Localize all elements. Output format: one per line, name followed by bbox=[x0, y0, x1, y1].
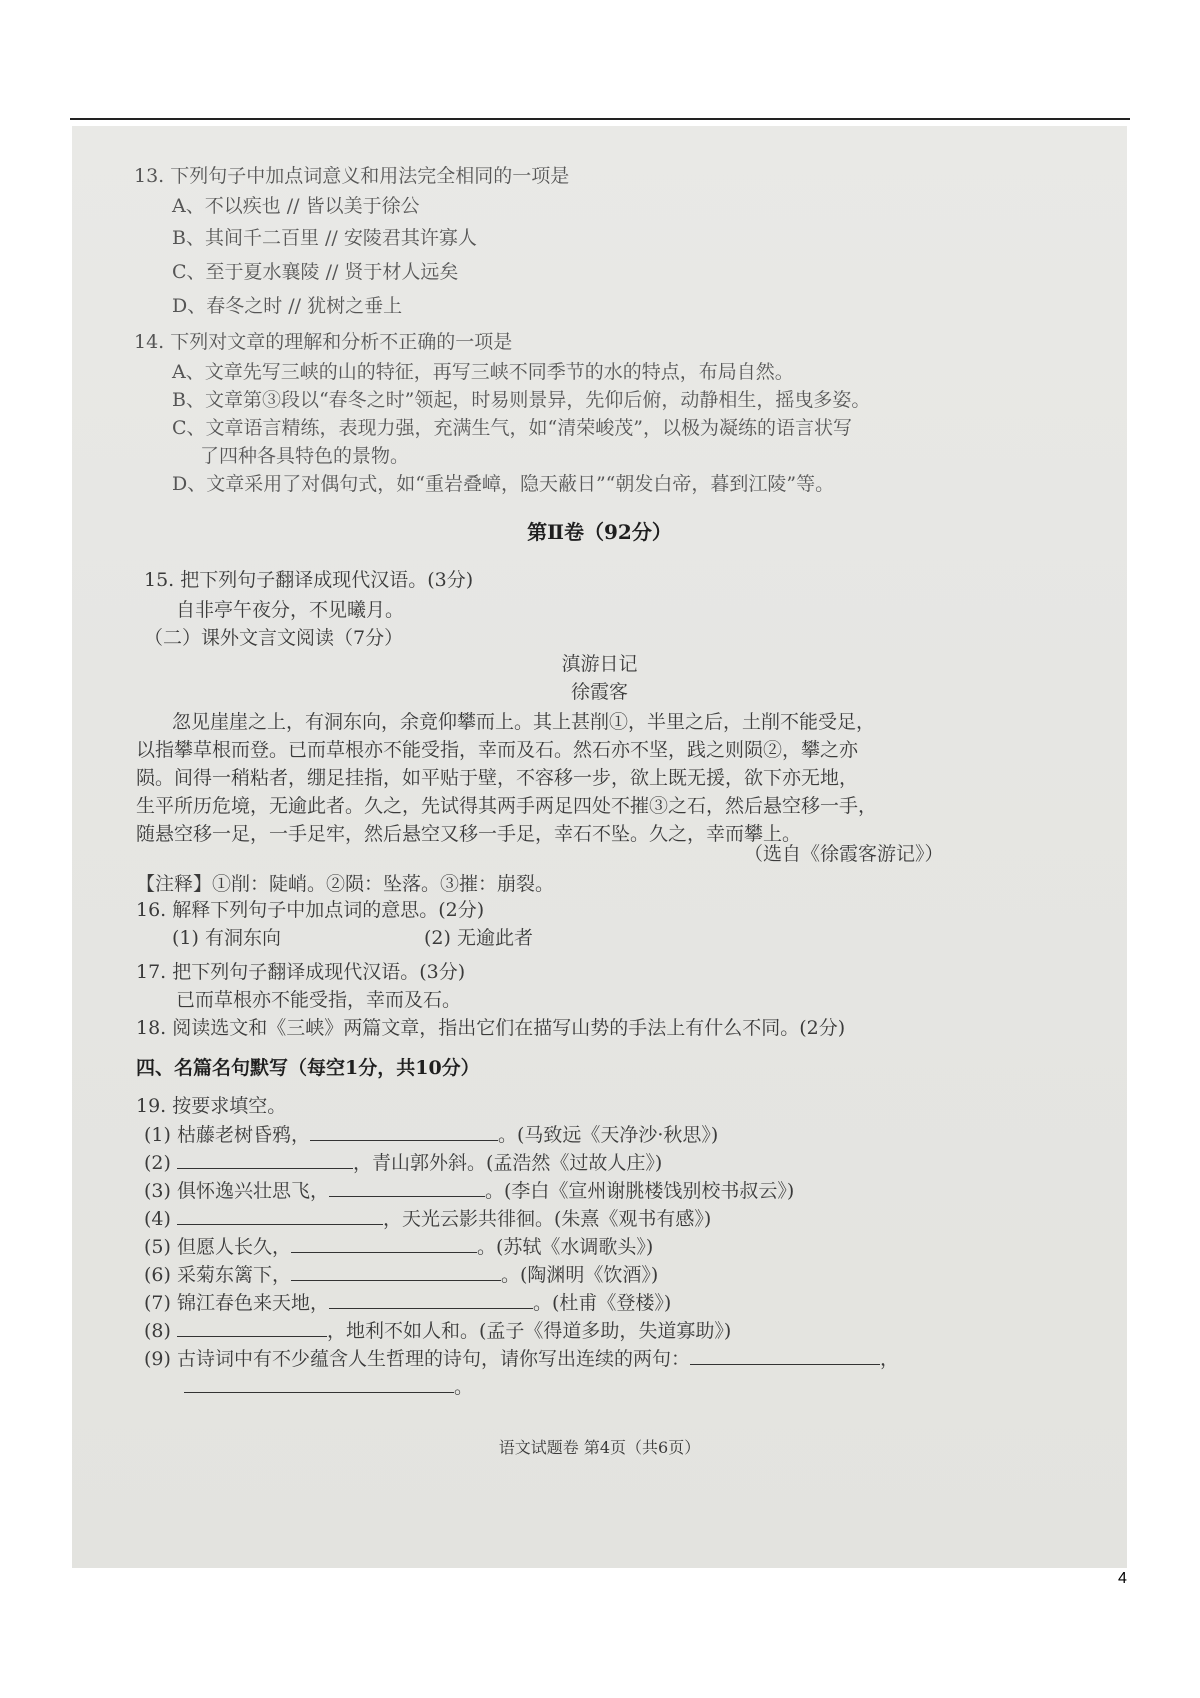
q19-item-7-post: 。(杜甫《登楼》) bbox=[532, 1292, 672, 1314]
q18-stem: 18. 阅读选文和《三峡》两篇文章，指出它们在描写山势的手法上有什么不同。(2分) bbox=[136, 1017, 846, 1039]
q19-item-6-post: 。(陶渊明《饮酒》) bbox=[500, 1264, 659, 1286]
q19-blank-6[interactable] bbox=[291, 1262, 501, 1281]
q19-item-4-pre: (4) bbox=[144, 1208, 177, 1230]
passage-line-4: 生平所历危境，无逾此者。久之，先试得其两手两足四处不摧③之石，然后悬空移一手， bbox=[136, 795, 878, 817]
top-rule bbox=[70, 118, 1130, 120]
passage-title: 滇游日记 bbox=[561, 653, 638, 675]
q19-item-9-cont bbox=[184, 1374, 473, 1399]
passage-author: 徐霞客 bbox=[570, 681, 628, 703]
q19-blank-9a[interactable] bbox=[690, 1346, 880, 1365]
q13-option-c: C、至于夏水襄陵 // 贤于材人远矣 bbox=[172, 261, 459, 283]
q19-blank-9b[interactable] bbox=[184, 1374, 454, 1393]
q19-blank-1[interactable] bbox=[310, 1122, 498, 1141]
q19-item-9-end: 。 bbox=[454, 1376, 474, 1398]
q19-blank-8[interactable] bbox=[177, 1318, 327, 1337]
q14-option-c-cont: 了四种各具特色的景物。 bbox=[200, 445, 410, 467]
passage-line-2: 以指攀草根而登。已而草根亦不能受指，幸而及石。然石亦不坚，践之则陨②，攀之亦 bbox=[136, 739, 859, 761]
q19-item-5-post: 。(苏轼《水调歌头》) bbox=[476, 1236, 654, 1258]
q16-stem: 16. 解释下列句子中加点词的意思。(2分) bbox=[136, 899, 485, 921]
scanned-page bbox=[72, 126, 1127, 1568]
part4-heading: 四、名篇名句默写（每空1分，共10分） bbox=[136, 1057, 480, 1079]
q19-item-2-post: ，青山郭外斜。(孟浩然《过故人庄》) bbox=[352, 1152, 663, 1174]
q14-option-a: A、文章先写三峡的山的特征，再写三峡不同季节的水的特点，布局自然。 bbox=[172, 361, 794, 383]
q13-option-b: B、其间千二百里 // 安陵君其许寡人 bbox=[172, 227, 477, 249]
passage-source: （选自《徐霞客游记》） bbox=[744, 843, 944, 865]
q13-stem: 13. 下列句子中加点词意义和用法完全相同的一项是 bbox=[134, 165, 570, 187]
part2-heading: （二）课外文言文阅读（7分） bbox=[144, 627, 404, 649]
passage-notes: 【注释】①削：陡峭。②陨：坠落。③摧：崩裂。 bbox=[136, 873, 555, 895]
passage-line-1: 忽见崖崖之上，有洞东向，余竟仰攀而上。其上甚削①，半里之后，土削不能受足， bbox=[172, 711, 876, 733]
q19-item-5 bbox=[144, 1234, 653, 1259]
page-footer: 语文试题卷 第4页（共6页） bbox=[498, 1438, 701, 1457]
q19-blank-2[interactable] bbox=[177, 1150, 353, 1169]
q19-item-5-pre: (5) 但愿人长久， bbox=[144, 1236, 291, 1258]
page-number: 4 bbox=[1118, 1570, 1127, 1587]
q17-stem: 17. 把下列句子翻译成现代汉语。(3分) bbox=[136, 961, 466, 983]
q19-item-8 bbox=[144, 1318, 731, 1343]
q19-item-9 bbox=[144, 1346, 899, 1371]
q19-item-3-post: 。(李白《宣州谢朓楼饯别校书叔云》) bbox=[484, 1180, 795, 1202]
q19-item-7-pre: (7) 锦江春色来天地， bbox=[144, 1292, 329, 1314]
q16-item-2: (2) 无逾此者 bbox=[424, 927, 533, 949]
q19-item-6 bbox=[144, 1262, 658, 1287]
q19-item-9-text: (9) 古诗词中有不少蕴含人生哲理的诗句，请你写出连续的两句： bbox=[144, 1348, 690, 1370]
q13-option-d: D、春冬之时 // 犹树之垂上 bbox=[172, 295, 403, 317]
q15-sentence: 自非亭午夜分，不见曦月。 bbox=[176, 599, 405, 621]
q19-item-8-post: ，地利不如人和。(孟子《得道多助，失道寡助》) bbox=[326, 1320, 732, 1342]
q19-item-2 bbox=[144, 1150, 662, 1175]
q19-stem: 19. 按要求填空。 bbox=[136, 1095, 287, 1117]
q14-option-d: D、文章采用了对偶句式，如“重岩叠嶂，隐天蔽日”“朝发白帝，暮到江陵”等。 bbox=[172, 473, 835, 495]
q19-item-1-post: 。(马致远《天净沙·秋思》) bbox=[497, 1124, 719, 1146]
q19-item-4-post: ，天光云影共徘徊。(朱熹《观书有感》) bbox=[382, 1208, 712, 1230]
q14-option-b: B、文章第③段以“春冬之时”领起，时易则景异，先仰后俯，动静相生，摇曳多姿。 bbox=[172, 389, 871, 411]
q19-item-3 bbox=[144, 1178, 794, 1203]
q17-sentence: 已而草根亦不能受指，幸而及石。 bbox=[176, 989, 462, 1011]
q19-blank-4[interactable] bbox=[177, 1206, 383, 1225]
q19-blank-3[interactable] bbox=[329, 1178, 485, 1197]
q19-blank-7[interactable] bbox=[329, 1290, 533, 1309]
section2-title: 第Ⅱ卷（92分） bbox=[527, 520, 672, 544]
q19-blank-5[interactable] bbox=[291, 1234, 477, 1253]
q19-item-1-pre: (1) 枯藤老树昏鸦， bbox=[144, 1124, 310, 1146]
q14-stem: 14. 下列对文章的理解和分析不正确的一项是 bbox=[134, 331, 513, 353]
q19-item-1 bbox=[144, 1122, 718, 1147]
q19-item-3-pre: (3) 俱怀逸兴壮思飞， bbox=[144, 1180, 329, 1202]
q15-stem: 15. 把下列句子翻译成现代汉语。(3分) bbox=[144, 569, 474, 591]
q19-item-4 bbox=[144, 1206, 711, 1231]
q19-item-6-pre: (6) 采菊东篱下， bbox=[144, 1264, 291, 1286]
q19-item-7 bbox=[144, 1290, 671, 1315]
q14-option-c: C、文章语言精练，表现力强，充满生气，如“清荣峻茂”，以极为凝练的语言状写 bbox=[172, 417, 852, 439]
q19-item-2-pre: (2) bbox=[144, 1152, 177, 1174]
passage-line-5: 随悬空移一足，一手足牢，然后悬空又移一手足，幸石不坠。久之，幸而攀上。 bbox=[136, 823, 802, 845]
q16-item-1: (1) 有洞东向 bbox=[172, 927, 281, 949]
passage-line-3: 陨。间得一稍粘者，绷足挂指，如平贴于壁，不容移一步，欲上既无援，欲下亦无地， bbox=[136, 767, 859, 789]
q13-option-a: A、不以疾也 // 皆以美于徐公 bbox=[172, 195, 420, 217]
q19-item-9-comma: ， bbox=[879, 1348, 899, 1370]
q19-item-8-pre: (8) bbox=[144, 1320, 177, 1342]
